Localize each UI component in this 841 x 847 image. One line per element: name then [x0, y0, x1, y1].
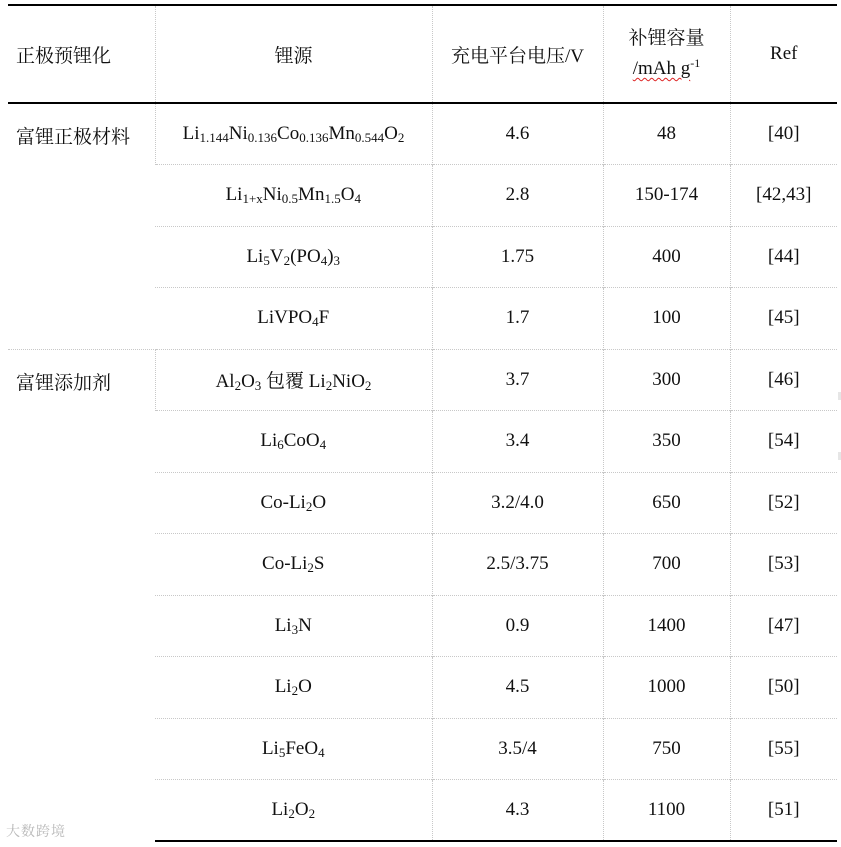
- formula-text: Li: [246, 245, 264, 267]
- voltage-cell: 0.9: [432, 595, 603, 657]
- formula-subscript: 2: [397, 130, 405, 145]
- lithium-source-cell: [155, 288, 432, 350]
- formula-subscript: 2: [305, 498, 313, 514]
- voltage-cell: 3.5/4: [432, 718, 603, 780]
- formula-text: O: [241, 371, 255, 393]
- watermark: 大数跨境: [6, 824, 66, 840]
- header-cathode-prelithiation: 正极预锂化: [8, 5, 155, 103]
- ref-cell: [46]: [730, 349, 837, 411]
- formula-subscript: 3: [333, 252, 341, 268]
- voltage-cell: 1.7: [432, 288, 603, 350]
- lithium-source-cell: [155, 472, 432, 534]
- formula-text: 包覆 Li: [261, 371, 326, 393]
- lithium-source-table: [8, 4, 837, 842]
- formula-subscript: 2: [288, 806, 295, 821]
- formula-text: O: [312, 491, 327, 513]
- formula-text: F: [318, 307, 330, 329]
- formula-text: Ni: [228, 123, 248, 144]
- table-body: [8, 103, 837, 841]
- formula-subscript: 2: [291, 683, 299, 699]
- voltage-cell: 3.4: [432, 411, 603, 473]
- formula-text: Li: [260, 430, 278, 452]
- formula-text: Li: [225, 184, 243, 206]
- header-capacity-label: 补锂容量: [628, 28, 705, 49]
- formula-subscript: 4: [320, 252, 328, 268]
- formula-subscript: 2: [364, 378, 372, 394]
- formula-subscript: 2: [308, 806, 316, 821]
- capacity-cell: 150-174: [603, 165, 730, 227]
- ref-cell: [50]: [730, 657, 837, 719]
- formula-subscript: 5: [278, 744, 286, 760]
- formula-text: Co-Li: [260, 491, 306, 513]
- formula-text: Mn: [298, 184, 325, 206]
- formula-text: N: [298, 614, 312, 636]
- formula-text: NiO: [332, 371, 365, 393]
- capacity-cell: 400: [603, 226, 730, 288]
- capacity-cell: 350: [603, 411, 730, 473]
- formula-subscript: 0.136: [299, 130, 329, 145]
- group-label: 富锂添加剂: [8, 349, 155, 841]
- voltage-cell: 4.3: [432, 780, 603, 842]
- formula-subscript: 1.144: [199, 130, 229, 145]
- lithium-source-cell: [155, 718, 432, 780]
- formula-text: ): [327, 245, 334, 267]
- ref-cell: [52]: [730, 472, 837, 534]
- voltage-cell: 2.5/3.75: [432, 534, 603, 596]
- formula-text: S: [313, 553, 325, 575]
- voltage-cell: 1.75: [432, 226, 603, 288]
- header-capacity-unit: /mAh g: [632, 58, 691, 79]
- voltage-cell: 4.5: [432, 657, 603, 719]
- voltage-cell: 2.8: [432, 165, 603, 227]
- table-row: [8, 349, 837, 411]
- lithium-source-cell: [155, 165, 432, 227]
- ref-cell: [51]: [730, 780, 837, 842]
- capacity-cell: 1000: [603, 657, 730, 719]
- formula-text: O: [294, 799, 309, 820]
- formula-subscript: 6: [277, 437, 284, 453]
- formula-text: Co: [277, 123, 300, 144]
- capacity-cell: 1100: [603, 780, 730, 842]
- formula-text: O: [340, 184, 355, 206]
- lithium-source-cell: [155, 411, 432, 473]
- header-row: [8, 5, 837, 103]
- formula-subscript: 2: [307, 560, 314, 576]
- ref-cell: [42,43]: [730, 165, 837, 227]
- formula-subscript: 4: [312, 314, 319, 330]
- formula-subscript: 1+x: [242, 191, 263, 207]
- header-lithium-source: 锂源: [155, 5, 432, 103]
- capacity-cell: 300: [603, 349, 730, 411]
- formula-subscript: 0.136: [247, 130, 278, 145]
- formula-subscript: 2: [283, 252, 291, 268]
- formula-subscript: 4: [354, 191, 361, 207]
- lithium-source-cell: [155, 534, 432, 596]
- formula-subscript: 2: [325, 378, 333, 394]
- voltage-cell: 3.7: [432, 349, 603, 411]
- ref-cell: [53]: [730, 534, 837, 596]
- formula-text: O: [298, 676, 312, 698]
- capacity-cell: 700: [603, 534, 730, 596]
- table-row: [8, 103, 837, 165]
- lithium-source-cell: [155, 780, 432, 842]
- header-charge-voltage: 充电平台电压/V: [432, 5, 603, 103]
- formula-subscript: 3: [291, 621, 299, 637]
- ref-cell: [45]: [730, 288, 837, 350]
- ref-cell: [47]: [730, 595, 837, 657]
- capacity-cell: 48: [603, 103, 730, 165]
- formula-subscript: 5: [263, 252, 270, 268]
- ref-cell: [54]: [730, 411, 837, 473]
- formula-text: LiVPO: [257, 307, 313, 329]
- header-capacity: [603, 5, 730, 103]
- table-header: [8, 5, 837, 103]
- capacity-cell: 1400: [603, 595, 730, 657]
- formula-subscript: 3: [254, 378, 262, 394]
- group-label: 富锂正极材料: [16, 127, 131, 148]
- formula-text: Co-Li: [262, 553, 308, 575]
- formula-subscript: 4: [319, 437, 327, 453]
- ref-cell: [55]: [730, 718, 837, 780]
- formula-text: V: [269, 245, 284, 267]
- formula-text: (PO: [290, 245, 321, 267]
- ref-cell: [40]: [730, 103, 837, 165]
- header-ref: Ref: [730, 5, 837, 103]
- lithium-source-cell: [155, 103, 432, 165]
- formula-text: Ni: [262, 184, 282, 206]
- lithium-source-cell: [155, 349, 432, 411]
- formula-text: O: [384, 123, 398, 144]
- formula-text: CoO: [283, 430, 320, 452]
- voltage-cell: 4.6: [432, 103, 603, 165]
- lithium-source-cell: [155, 226, 432, 288]
- header-capacity-exponent: -1: [690, 56, 701, 70]
- formula-text: Li: [261, 737, 279, 759]
- formula-subscript: 2: [234, 378, 242, 394]
- capacity-cell: 750: [603, 718, 730, 780]
- formula-subscript: 0.544: [354, 130, 385, 145]
- capacity-cell: 650: [603, 472, 730, 534]
- formula-text: Li: [182, 123, 200, 144]
- formula-subscript: 4: [318, 744, 325, 760]
- formula-text: Li: [274, 614, 292, 636]
- ref-cell: [44]: [730, 226, 837, 288]
- formula-text: FeO: [285, 737, 319, 759]
- formula-text: Li: [274, 676, 292, 698]
- formula-text: Mn: [328, 123, 355, 144]
- voltage-cell: 3.2/4.0: [432, 472, 603, 534]
- formula-subscript: 0.5: [281, 191, 299, 207]
- lithium-source-cell: [155, 657, 432, 719]
- lithium-source-cell: [155, 595, 432, 657]
- formula-subscript: 1.5: [324, 191, 341, 207]
- capacity-cell: 100: [603, 288, 730, 350]
- formula-text: Al: [215, 371, 235, 393]
- formula-text: Li: [271, 799, 289, 820]
